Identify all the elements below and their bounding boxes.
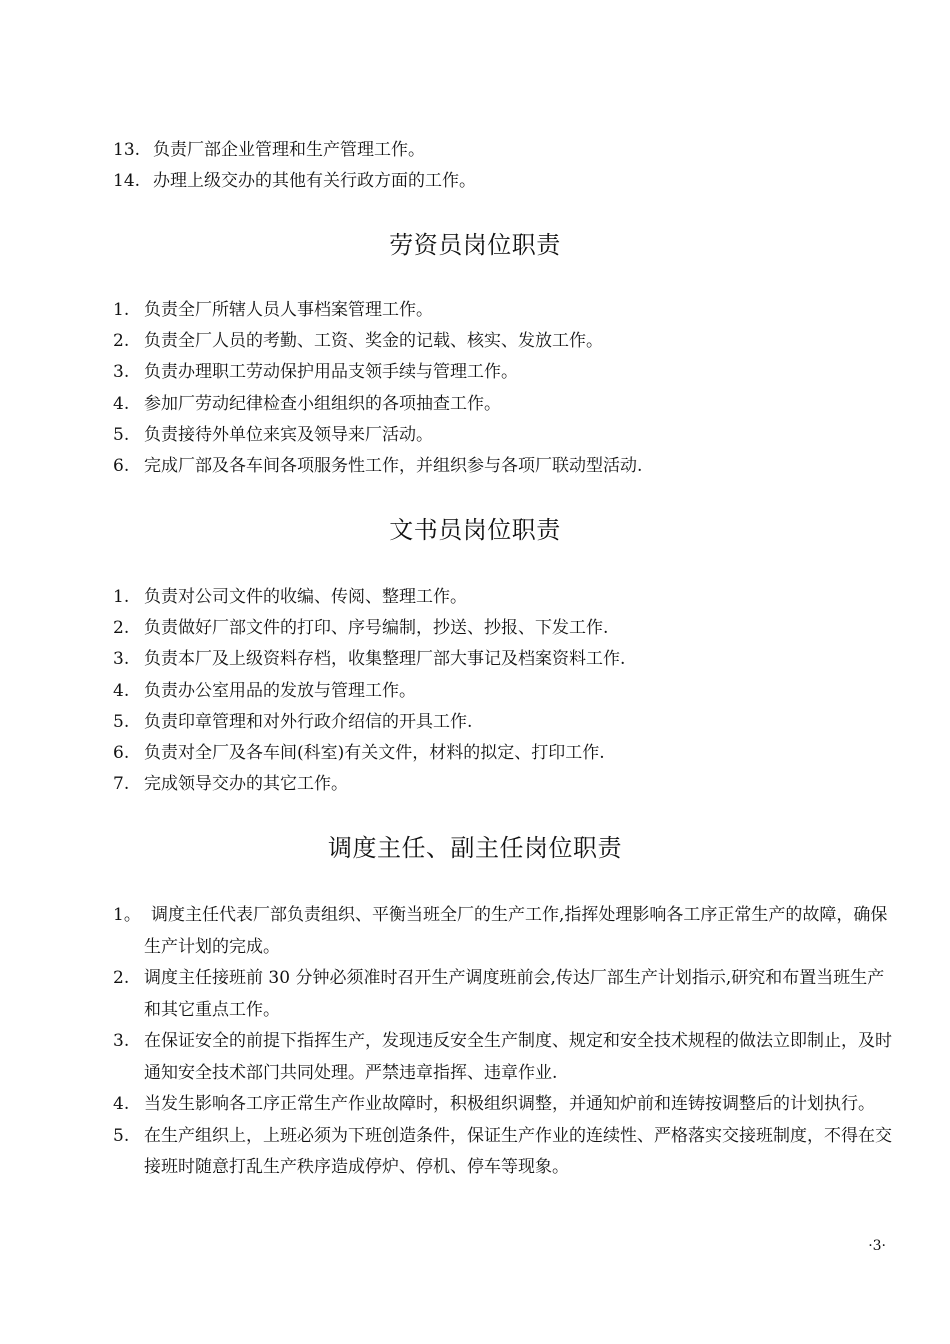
item-number: 4.: [113, 680, 130, 701]
list-item: [113, 295, 893, 326]
item-number: 1.: [113, 300, 130, 320]
item-text: 在生产组织上，上班必须为下班创造条件，保证生产作业的连续性、严格落实交接班制度，不得在交接班时随意打乱生产秩序造成停炉、停机、停车等现象。: [144, 1125, 892, 1177]
list-item: [113, 357, 893, 388]
dispatch-duties-list: [113, 900, 893, 1184]
list-item: [113, 166, 893, 197]
item-text: 在保证安全的前提下指挥生产，发现违反安全生产制度、规定和安全技术规程的做法立即制止，及时通知安全技术部门共同处理。严禁违章指挥、违章作业.: [144, 1031, 892, 1083]
list-item: [113, 1026, 893, 1089]
item-text: 负责厂部企业管理和生产管理工作。: [153, 140, 425, 160]
item-text: 负责对公司文件的收编、传阅、整理工作。: [144, 587, 467, 607]
list-item: [113, 644, 893, 675]
list-item: [113, 451, 893, 482]
list-item: [113, 1121, 893, 1184]
item-text: 当发生影响各工序正常生产作业故障时，积极组织调整，并通知炉前和连铸按调整后的计划执行。: [144, 1094, 875, 1114]
clerk-duties-list: [113, 582, 893, 800]
item-number: 13.: [113, 140, 141, 160]
list-item: [113, 389, 893, 420]
list-item: [113, 613, 893, 644]
list-item: [113, 582, 893, 613]
item-number: 6.: [113, 456, 130, 477]
section-title-dispatch: 调度主任、副主任岗位职责: [328, 834, 622, 862]
item-number: 3.: [113, 649, 130, 670]
item-text: 负责本厂及上级资料存档，收集整理厂部大事记及档案资料工作.: [144, 649, 626, 670]
item-number: 2.: [113, 331, 130, 352]
item-number: 6.: [113, 743, 130, 764]
item-number: 4.: [113, 393, 130, 414]
item-number: 5.: [113, 424, 130, 445]
item-number: 2.: [113, 618, 130, 639]
item-number: 4.: [113, 1094, 130, 1114]
list-item: [113, 1089, 893, 1121]
item-number: 5.: [113, 1125, 130, 1146]
item-text: 负责办公室用品的发放与管理工作。: [144, 680, 416, 701]
item-text: 完成厂部及各车间各项服务性工作，并组织参与各项厂联动型活动.: [144, 456, 643, 477]
labor-duties-list: [113, 295, 893, 482]
item-text: 完成领导交办的其它工作。: [144, 774, 348, 795]
list-item: [113, 769, 893, 800]
item-number: 7.: [113, 774, 130, 795]
item-text: 负责全厂人员的考勤、工资、奖金的记载、核实、发放工作。: [144, 331, 603, 352]
item-text: 负责全厂所辖人员人事档案管理工作。: [144, 300, 433, 320]
list-item: [113, 326, 893, 357]
page-number: ·3·: [868, 1238, 886, 1254]
continued-list: [113, 135, 893, 197]
section-title-labor: 劳资员岗位职责: [389, 231, 561, 259]
item-number: 2.: [113, 968, 130, 988]
list-item: [113, 963, 893, 1026]
item-text: 参加厂劳动纪律检查小组组织的各项抽查工作。: [144, 393, 501, 414]
item-number: 1.: [113, 587, 130, 607]
section-title-clerk: 文书员岗位职责: [389, 516, 561, 544]
list-item: [113, 900, 893, 963]
item-text: 负责做好厂部文件的打印、序号编制，抄送、抄报、下发工作.: [144, 618, 609, 639]
item-number: 5.: [113, 711, 130, 732]
list-item: [113, 135, 893, 166]
item-text: 负责对全厂及各车间(科室)有关文件，材料的拟定、打印工作.: [144, 743, 605, 764]
item-number: 14.: [113, 171, 141, 192]
item-text: 调度主任接班前 30 分钟必须准时召开生产调度班前会,传达厂部生产计划指示,研究和布置当班生产和其它重点工作。: [144, 968, 885, 1020]
item-number: 3.: [113, 1031, 130, 1051]
list-item: [113, 676, 893, 707]
list-item: [113, 707, 893, 738]
item-text: 负责印章管理和对外行政介绍信的开具工作.: [144, 711, 473, 732]
list-item: [113, 738, 893, 769]
item-number: 1。: [113, 905, 141, 925]
item-text: 调度主任代表厂部负责组织、平衡当班全厂的生产工作,指挥处理影响各工序正常生产的故障，确保生产计划的完成。: [144, 905, 888, 957]
item-text: 办理上级交办的其他有关行政方面的工作。: [153, 171, 476, 192]
list-item: [113, 420, 893, 451]
item-number: 3.: [113, 362, 130, 383]
item-text: 负责办理职工劳动保护用品支领手续与管理工作。: [144, 362, 518, 383]
item-text: 负责接待外单位来宾及领导来厂活动。: [144, 424, 433, 445]
